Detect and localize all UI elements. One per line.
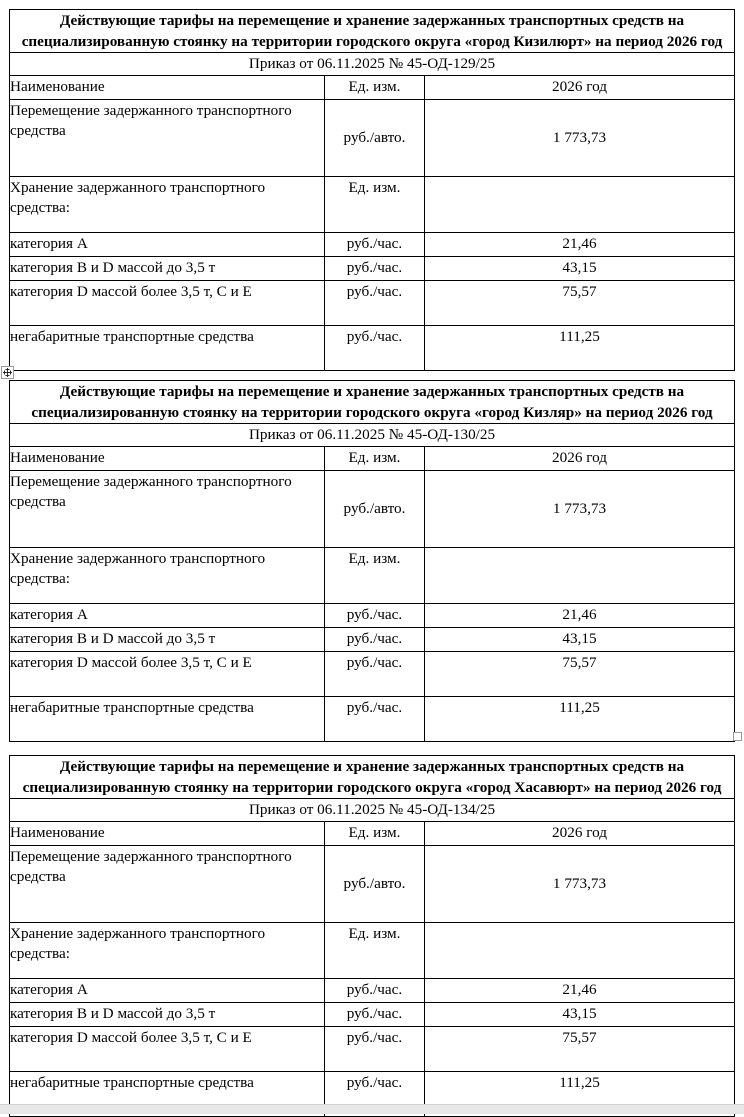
row-unit: руб./час. (325, 651, 425, 696)
row-unit: руб./час. (325, 256, 425, 280)
column-header-unit: Ед. изм. (325, 75, 425, 99)
table-row (10, 1026, 735, 1071)
row-value (425, 547, 735, 603)
column-header-name: Наименование (10, 75, 325, 99)
row-label: категория А (10, 232, 325, 256)
tariff-table-block-khasavyurt (9, 755, 734, 1117)
table-row (10, 256, 735, 280)
table-header-row (10, 75, 735, 99)
row-unit: Ед. изм. (325, 547, 425, 603)
column-header-name: Наименование (10, 821, 325, 845)
row-label: Хранение задержанного транспортного средства: (10, 176, 325, 232)
column-header-year: 2026 год (425, 821, 735, 845)
row-value: 1 773,73 (425, 845, 735, 922)
row-label: категория D массой более 3,5 т, С и Е (10, 1026, 325, 1071)
table-row (10, 232, 735, 256)
row-unit: руб./час. (325, 232, 425, 256)
row-unit: Ед. изм. (325, 922, 425, 978)
row-label: Перемещение задержанного транспортного средства (10, 99, 325, 176)
row-label: Хранение задержанного транспортного средства: (10, 547, 325, 603)
table-row (10, 978, 735, 1002)
row-unit: руб./час. (325, 696, 425, 741)
row-value: 43,15 (425, 627, 735, 651)
tariff-table (9, 9, 735, 371)
table-row (10, 603, 735, 627)
row-unit: руб./час. (325, 280, 425, 325)
table-order-number: Приказ от 06.11.2025 № 45-ОД-129/25 (10, 53, 735, 76)
table-title: Действующие тарифы на перемещение и хранение задержанных транспортных средств на специализированную стоянку на территории городского округа «город Кизилюрт» на период 2026 год (10, 10, 735, 53)
table-title-row (10, 10, 735, 53)
table-row (10, 1002, 735, 1026)
table-row (10, 176, 735, 232)
row-value: 43,15 (425, 1002, 735, 1026)
row-value: 43,15 (425, 256, 735, 280)
table-row (10, 280, 735, 325)
column-header-year: 2026 год (425, 446, 735, 470)
row-value: 1 773,73 (425, 470, 735, 547)
table-row (10, 547, 735, 603)
row-label: категория D массой более 3,5 т, С и Е (10, 280, 325, 325)
page-bottom-edge (0, 1104, 744, 1114)
table-row (10, 651, 735, 696)
row-unit: руб./авто. (325, 470, 425, 547)
column-header-name: Наименование (10, 446, 325, 470)
table-row (10, 696, 735, 741)
table-order-row (10, 424, 735, 447)
row-label: негабаритные транспортные средства (10, 325, 325, 370)
table-row (10, 627, 735, 651)
column-header-unit: Ед. изм. (325, 446, 425, 470)
table-row (10, 845, 735, 922)
table-resize-icon[interactable] (733, 732, 742, 741)
row-label: категория В и D массой до 3,5 т (10, 627, 325, 651)
row-value (425, 922, 735, 978)
tariff-table-block-kizilyurt (9, 9, 734, 371)
row-unit: руб./час. (325, 1071, 425, 1116)
row-unit: руб./час. (325, 627, 425, 651)
row-label: категория В и D массой до 3,5 т (10, 1002, 325, 1026)
row-value: 75,57 (425, 280, 735, 325)
tariff-table-block-kizlyar (9, 380, 734, 742)
table-row (10, 470, 735, 547)
row-unit: руб./час. (325, 603, 425, 627)
tariff-table (9, 755, 735, 1117)
row-label: Перемещение задержанного транспортного средства (10, 845, 325, 922)
row-label: Хранение задержанного транспортного средства: (10, 922, 325, 978)
table-row (10, 325, 735, 370)
row-value (425, 176, 735, 232)
row-unit: Ед. изм. (325, 176, 425, 232)
table-order-row (10, 799, 735, 822)
row-value: 21,46 (425, 978, 735, 1002)
table-row (10, 99, 735, 176)
row-unit: руб./час. (325, 325, 425, 370)
row-unit: руб./авто. (325, 99, 425, 176)
table-title-row (10, 756, 735, 799)
table-order-number: Приказ от 06.11.2025 № 45-ОД-134/25 (10, 799, 735, 822)
row-label: категория D массой более 3,5 т, С и Е (10, 651, 325, 696)
row-unit: руб./авто. (325, 845, 425, 922)
row-label: категория В и D массой до 3,5 т (10, 256, 325, 280)
row-value: 111,25 (425, 1071, 735, 1116)
tariff-table (9, 380, 735, 742)
row-label: Перемещение задержанного транспортного средства (10, 470, 325, 547)
column-header-unit: Ед. изм. (325, 821, 425, 845)
row-value: 21,46 (425, 603, 735, 627)
row-unit: руб./час. (325, 1026, 425, 1071)
row-label: категория А (10, 978, 325, 1002)
move-cross-icon[interactable] (1, 366, 14, 379)
table-title: Действующие тарифы на перемещение и хранение задержанных транспортных средств на специализированную стоянку на территории городского округа «город Кизляр» на период 2026 год (10, 381, 735, 424)
row-value: 21,46 (425, 232, 735, 256)
table-header-row (10, 821, 735, 845)
table-row (10, 922, 735, 978)
column-header-year: 2026 год (425, 75, 735, 99)
table-title: Действующие тарифы на перемещение и хранение задержанных транспортных средств на специализированную стоянку на территории городского округа «город Хасавюрт» на период 2026 год (10, 756, 735, 799)
table-title-row (10, 381, 735, 424)
row-label: негабаритные транспортные средства (10, 1071, 325, 1116)
row-value: 111,25 (425, 325, 735, 370)
row-label: категория А (10, 603, 325, 627)
row-value: 75,57 (425, 1026, 735, 1071)
table-order-row (10, 53, 735, 76)
table-order-number: Приказ от 06.11.2025 № 45-ОД-130/25 (10, 424, 735, 447)
row-label: негабаритные транспортные средства (10, 696, 325, 741)
table-header-row (10, 446, 735, 470)
row-value: 1 773,73 (425, 99, 735, 176)
row-unit: руб./час. (325, 978, 425, 1002)
row-unit: руб./час. (325, 1002, 425, 1026)
row-value: 75,57 (425, 651, 735, 696)
row-value: 111,25 (425, 696, 735, 741)
